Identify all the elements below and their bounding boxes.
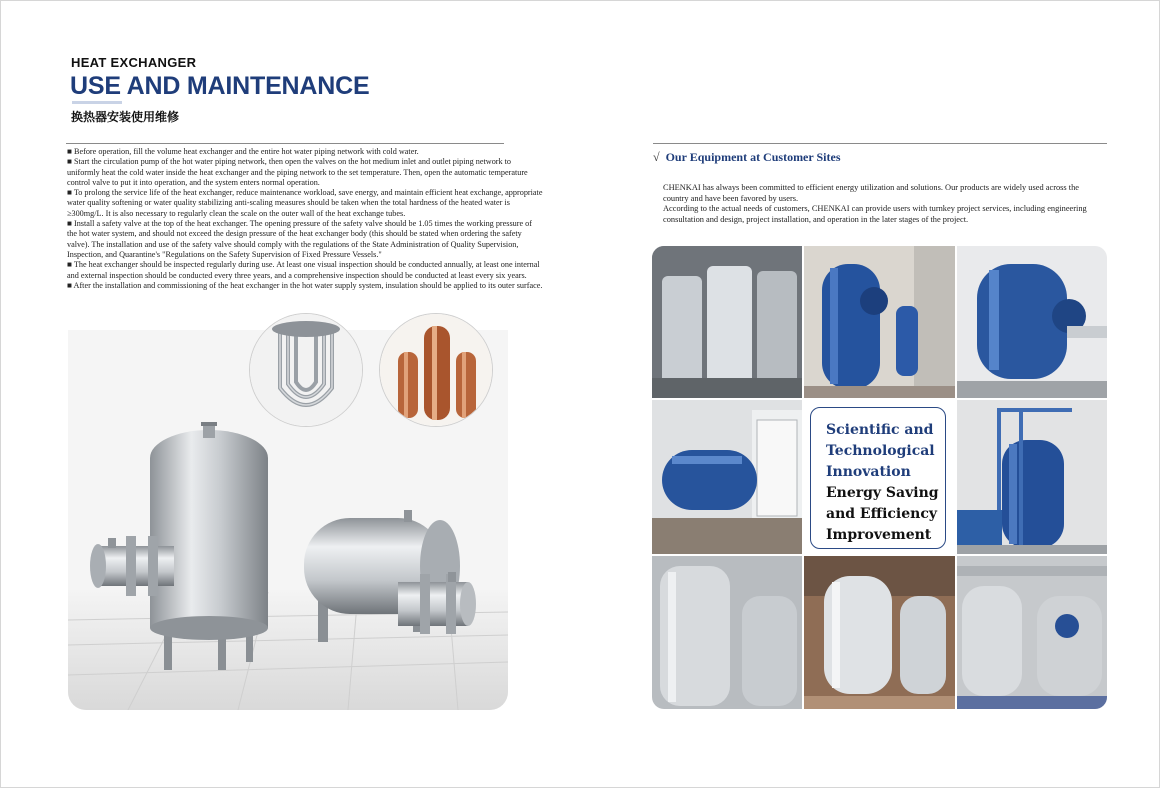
tagline-line: Technological <box>826 443 935 459</box>
right-divider <box>653 143 1107 144</box>
copper-tube-bundle-photo <box>379 313 493 427</box>
tagline-line: Innovation <box>826 464 911 480</box>
maintenance-instructions <box>67 147 543 291</box>
site-photo-blue-vertical-tank <box>804 246 955 398</box>
tagline-line: and Efficiency <box>826 506 937 522</box>
description-paragraph: CHENKAI has always been committed to efficient energy utilization and solutions. Our products are widely used across the country and have been favored by users. <box>663 183 1080 203</box>
page-subtitle-chinese: 换热器安装使用维修 <box>71 110 180 124</box>
company-description <box>663 183 1103 225</box>
instruction-item: ■ Install a safety valve at the top of the heat exchanger. The opening pressure of the safety valve should be 1.05 times the working pressure of the hot water system, and should not exceed the design pressure of the heat exchanger body (this should be stated when ordering the safety valve). The installation and use of the safety valve should comply with the regulations of the State Administration of Quality Supervision, Inspection, and Quarantine's "Regulations on the Safety Supervision of Fixed Pressure Vessels." <box>67 219 532 259</box>
instruction-item: ■ To prolong the service life of the heat exchanger, reduce maintenance workload, save energy, and maintain efficient heat exchange, appropriate water quality softening or water quality stabilizing anti-scaling measures should be taken when the total hardness of the heated water is ≥300mg/L. It is also necessary to regularly clean the scale on the outer wall of the heat exchange tubes. <box>67 188 543 218</box>
tagline-box <box>810 407 946 549</box>
tagline-line: Scientific and <box>826 422 934 438</box>
check-mark-icon: √ <box>653 150 660 164</box>
instruction-item: ■ Start the circulation pump of the hot water piping network, then open the valves on the hot medium inlet and outlet piping network to uniformly heat the cold water inside the heat exchanger and the piping network to the set temperature. Then, open the automatic temperature control valve to put it into operation, and the system enters normal operation. <box>67 157 528 187</box>
u-tube-bundle-photo <box>249 313 363 427</box>
site-photo-insulated-tanks <box>652 556 802 709</box>
section-kicker: HEAT EXCHANGER <box>71 55 197 70</box>
site-photo-horizontal-blue-tank <box>652 400 802 554</box>
site-photo-tank-with-ladder <box>957 400 1107 554</box>
site-photo-steel-tanks <box>652 246 802 398</box>
instruction-item: ■ The heat exchanger should be inspected regularly during use. At least one visual inspection should be conducted annually, at least one internal and external inspection should be conducted every three years, and a comprehensive inspection should be conducted at least every six years. <box>67 260 540 280</box>
u-tube-icon <box>250 314 362 426</box>
title-underline <box>72 101 122 104</box>
left-divider <box>66 143 504 144</box>
site-photo-silver-tanks-room <box>804 556 955 709</box>
description-paragraph: According to the actual needs of customers, CHENKAI can provide users with turnkey project services, including engineering consultation and design, project installation, and operation in the later stages of the project. <box>663 204 1087 224</box>
customer-sites-title: Our Equipment at Customer Sites <box>665 150 841 164</box>
page-title: USE AND MAINTENANCE <box>70 72 370 100</box>
tagline-line: Energy Saving <box>826 485 939 501</box>
site-photo-pipework <box>957 556 1107 709</box>
customer-sites-heading <box>653 150 841 165</box>
tagline-line: Improvement <box>826 527 932 543</box>
copper-tube-icon <box>380 314 492 426</box>
instruction-item: ■ After the installation and commissioning of the heat exchanger in the hot water supply system, insulation should be applied to its outer surface. <box>67 280 543 290</box>
instruction-item: ■ Before operation, fill the volume heat exchanger and the entire hot water piping network with cold water. <box>67 147 419 156</box>
site-photo-blue-tank-piping <box>957 246 1107 398</box>
